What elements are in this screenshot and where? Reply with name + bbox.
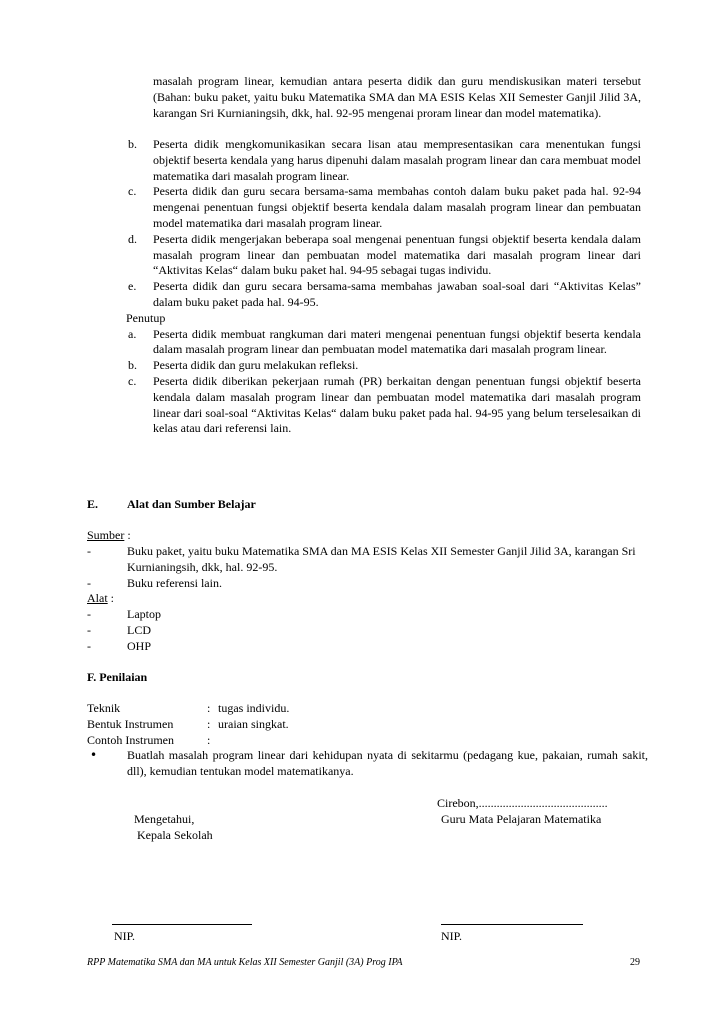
sumber-label: Sumber — [87, 528, 125, 542]
penilaian-sep: : — [207, 701, 211, 715]
dash-bullet: - — [87, 622, 91, 637]
instrument-question — [87, 748, 648, 780]
list-item-text: Peserta didik dan guru secara bersama-sama membahas contoh dalam buku paket pada hal. 92-94 mengenai penentuan fungsi objektif beserta kendala dalam masalah program linear dan pembuatan model matematika dari masalah program linear. — [153, 184, 641, 230]
list-item-label: e. — [128, 279, 137, 294]
list-item — [126, 184, 641, 231]
penilaian-table — [87, 701, 647, 748]
mengetahui-label: Mengetahui, — [134, 812, 195, 826]
list-item — [126, 137, 641, 184]
kegiatan-inti-list — [126, 137, 641, 437]
page-number: 29 — [630, 957, 640, 968]
penilaian-key: Teknik — [87, 701, 121, 715]
list-item — [126, 358, 641, 374]
list-item — [87, 607, 647, 623]
list-item-text: Peserta didik dan guru melakukan refleksi. — [153, 358, 359, 373]
section-f-title: F. Penilaian — [87, 670, 148, 684]
dash-bullet: - — [87, 638, 91, 653]
question-text: Buatlah masalah program linear dari kehidupan nyata di sekitarmu (pedagang kue, pakaian, rumah sakit, dll), kemudian tentukan model matematikanya. — [127, 748, 648, 778]
penilaian-sep: : — [207, 716, 211, 731]
list-item — [87, 544, 647, 576]
list-item — [126, 327, 641, 359]
bullet-icon: • — [90, 748, 98, 762]
list-item-label: c. — [128, 184, 137, 199]
list-item-text: OHP — [127, 638, 152, 653]
teacher-nip: NIP. — [441, 929, 463, 943]
section-e-title: Alat dan Sumber Belajar — [127, 497, 256, 511]
penilaian-row — [87, 701, 647, 717]
list-item-text: Peserta didik mengerjakan beberapa soal mengenai penentuan fungsi objektif beserta kendala dalam masalah program linear dan pembuatan model matematika dari masalah program linear dari “Aktivitas Kelas“ dalam buku paket hal. 94-95 sebagai tugas individu. — [153, 231, 641, 278]
list-item-label: d. — [128, 231, 137, 246]
penilaian-value: uraian singkat. — [218, 716, 289, 731]
penilaian-key: Contoh Instrumen — [87, 732, 174, 747]
penilaian-value: tugas individu. — [218, 701, 290, 715]
list-item-text: Peserta didik diberikan pekerjaan rumah (PR) berkaitan dengan penentuan fungsi objektif beserta kendala dalam masalah program linear dan pembuatan model matematika dari masalah program linear dari soal-soal “Aktivitas Kelas“ dalam buku paket pada hal. 94-95 yang belum terselesaikan di kelas atau dari referensi lain. — [153, 373, 641, 436]
alat-label: Alat — [87, 591, 108, 606]
continued-paragraph: masalah program linear, kemudian antara peserta didik dan guru mendiskusikan materi tersebut (Bahan: buku paket, yaitu buku Matematika SMA dan MA ESIS Kelas XII Semester Ganjil Jilid 3A, karangan Sri Kurnianingsih, dkk, hal. 92-95 mengenai proram linear dan model matematika). — [153, 74, 641, 120]
list-item-label: a. — [128, 326, 137, 341]
dash-bullet: - — [87, 544, 91, 558]
list-item — [126, 374, 641, 437]
section-e-label: E. — [87, 497, 99, 511]
list-item-label: b. — [128, 137, 137, 151]
principal-title: Kepala Sekolah — [137, 828, 213, 842]
principal-nip: NIP. — [114, 929, 136, 943]
alat-colon: : — [107, 591, 115, 606]
dash-bullet: - — [87, 607, 91, 622]
list-item — [87, 639, 647, 655]
dash-bullet: - — [87, 575, 91, 590]
list-item — [126, 232, 641, 279]
penilaian-row — [87, 717, 647, 733]
list-item-text: Peserta didik dan guru secara bersama-sama membahas jawaban soal-soal dari “Aktivitas Kelas” dalam buku paket pada hal. 94-95. — [153, 279, 641, 309]
footer-text: RPP Matematika SMA dan MA untuk Kelas XII Semester Ganjil (3A) Prog IPA — [87, 957, 403, 968]
penilaian-key: Bentuk Instrumen — [87, 716, 174, 731]
list-item-text: Buku referensi lain. — [127, 575, 222, 590]
list-item-text: Laptop — [127, 607, 161, 622]
teacher-signature-line — [441, 924, 583, 925]
list-item-text: Peserta didik membuat rangkuman dari materi mengenai penentuan fungsi objektif beserta kendala dalam masalah program linear dan pembuatan model matematika dari masalah program linear. — [153, 326, 641, 357]
list-item-label: c. — [128, 373, 137, 388]
principal-signature-line — [112, 924, 252, 925]
list-item-text: Peserta didik mengkomunikasikan secara lisan atau mempresentasikan cara menentukan fungsi objektif beserta kendala yang harus dipenuhi dalam masalah program linear dan cara membuat model matematika dari masalah program linear. — [153, 137, 641, 183]
sumber-list — [87, 544, 647, 655]
penilaian-sep: : — [207, 732, 211, 747]
sumber-heading — [87, 528, 131, 544]
penutup-heading: Penutup — [126, 310, 166, 325]
place-date: Cirebon,........................................... — [437, 796, 608, 810]
alat-heading — [87, 591, 647, 607]
list-item — [87, 623, 647, 639]
list-item — [126, 279, 641, 311]
sumber-colon: : — [124, 528, 131, 542]
teacher-title: Guru Mata Pelajaran Matematika — [441, 812, 602, 826]
list-item-text: Buku paket, yaitu buku Matematika SMA dan MA ESIS Kelas XII Semester Ganjil Jilid 3A, karangan Sri Kurnianingsih, dkk, hal. 92-95. — [127, 544, 636, 574]
list-item — [87, 576, 647, 592]
list-item-label: b. — [128, 358, 137, 373]
penilaian-row — [87, 733, 647, 749]
list-item-text: LCD — [127, 622, 151, 637]
